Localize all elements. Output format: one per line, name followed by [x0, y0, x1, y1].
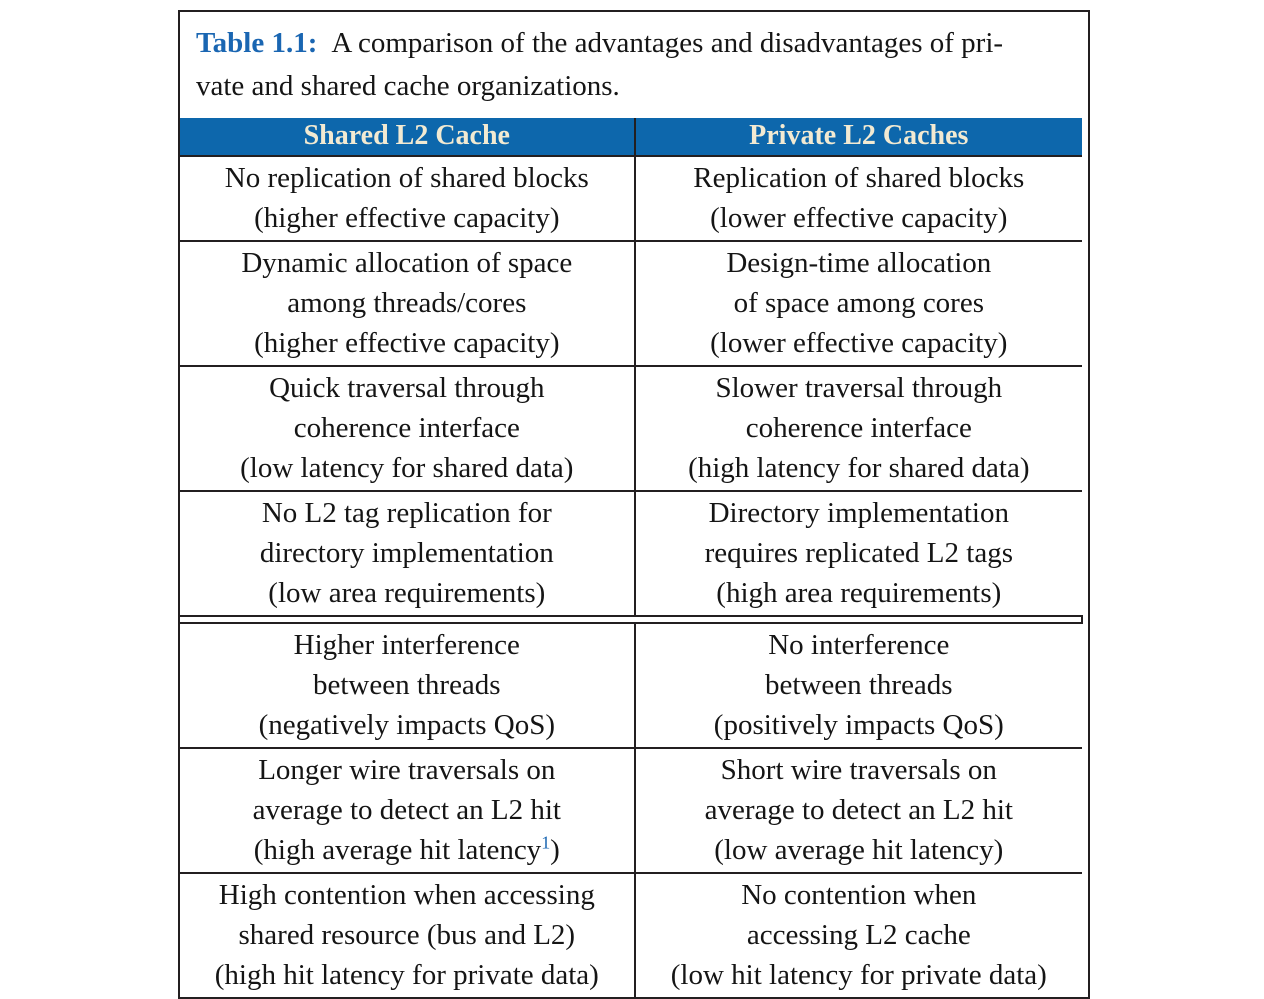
- table-row: [180, 366, 1082, 491]
- table-cell-shared: [180, 156, 635, 241]
- caption-text-line1: A comparison of the advantages and disadvantages of pri-: [331, 27, 1004, 59]
- table-cell-private: [635, 491, 1082, 616]
- cell-line: shared resource (bus and L2): [238, 919, 576, 951]
- cell-line: High contention when accessing: [218, 879, 595, 911]
- cell-line: Quick traversal through: [269, 372, 545, 404]
- cell-line: Short wire traversals on: [720, 754, 997, 786]
- cell-line: between threads: [764, 669, 953, 701]
- table-row: [180, 491, 1082, 616]
- cell-line: (negatively impacts QoS): [258, 709, 555, 741]
- cell-line: (low area requirements): [268, 577, 546, 609]
- column-header-shared-l2: Shared L2 Cache: [180, 118, 635, 156]
- cell-line: (low hit latency for private data): [670, 959, 1047, 991]
- table-row: [180, 156, 1082, 241]
- section-separator-gap: [180, 616, 1082, 623]
- cell-line: (lower effective capacity): [710, 327, 1008, 359]
- cell-line: Slower traversal through: [715, 372, 1003, 404]
- cell-line: coherence interface: [293, 412, 520, 444]
- cell-line: Dynamic allocation of space: [241, 247, 573, 279]
- advantages-section: [180, 156, 1082, 616]
- cell-line: directory implementation: [259, 537, 554, 569]
- cell-line: accessing L2 cache: [746, 919, 971, 951]
- section-separator: [180, 616, 1082, 623]
- cell-line: (lower effective capacity): [710, 202, 1008, 234]
- cell-line: of space among cores: [733, 287, 985, 319]
- cell-line: average to detect an L2 hit: [704, 794, 1013, 826]
- separator-section: [180, 616, 1082, 623]
- cell-line: No L2 tag replication for: [261, 497, 552, 529]
- comparison-table: [180, 118, 1083, 997]
- table-cell-shared: [180, 623, 635, 748]
- table-row: [180, 873, 1082, 997]
- table-row: [180, 623, 1082, 748]
- cell-line: between threads: [312, 669, 501, 701]
- table-cell-shared: [180, 873, 635, 997]
- cell-line: (high latency for shared data): [688, 452, 1030, 484]
- table-row: [180, 748, 1082, 873]
- table-cell-shared: [180, 366, 635, 491]
- table-cell-private: [635, 873, 1082, 997]
- cell-line: Higher interference: [293, 629, 520, 661]
- cell-line: Design-time allocation: [726, 247, 992, 279]
- footnote-ref-1[interactable]: 1: [541, 832, 551, 853]
- table-cell-private: [635, 366, 1082, 491]
- cell-line: (higher effective capacity): [254, 202, 560, 234]
- table-cell-shared: [180, 491, 635, 616]
- table-cell-private: [635, 748, 1082, 873]
- table-row: [180, 241, 1082, 366]
- cell-line: No interference: [768, 629, 950, 661]
- disadvantages-section: [180, 623, 1082, 997]
- cell-line: coherence interface: [745, 412, 972, 444]
- cell-line: No contention when: [741, 879, 977, 911]
- cell-line: No replication of shared blocks: [224, 162, 589, 194]
- cell-line: Directory implementation: [708, 497, 1009, 529]
- cell-line: Longer wire traversals on: [258, 754, 556, 786]
- cell-line: (higher effective capacity): [254, 327, 560, 359]
- cell-line: Replication of shared blocks: [693, 162, 1025, 194]
- table-caption: [180, 12, 1088, 118]
- header-row: [180, 118, 1082, 156]
- caption-label: Table 1.1:: [196, 27, 318, 59]
- cell-line: (high average hit latency$^1$): [253, 832, 560, 866]
- cell-line: (high hit latency for private data): [214, 959, 599, 991]
- cell-line: among threads/cores: [287, 287, 527, 319]
- caption-text-line2: vate and shared cache organizations.: [196, 70, 620, 102]
- cell-line: (low average hit latency): [714, 834, 1004, 866]
- table-cell-private: [635, 241, 1082, 366]
- cell-line: (high area requirements): [716, 577, 1002, 609]
- cell-line: (low latency for shared data): [240, 452, 574, 484]
- column-header-private-l2: Private L2 Caches: [635, 118, 1082, 156]
- table-cell-shared: [180, 748, 635, 873]
- cell-line: average to detect an L2 hit: [252, 794, 561, 826]
- figure-frame: [178, 10, 1090, 999]
- table-cell-shared: [180, 241, 635, 366]
- cell-line: requires replicated L2 tags: [704, 537, 1013, 569]
- table-cell-private: [635, 156, 1082, 241]
- cell-line: (positively impacts QoS): [713, 709, 1004, 741]
- table-cell-private: [635, 623, 1082, 748]
